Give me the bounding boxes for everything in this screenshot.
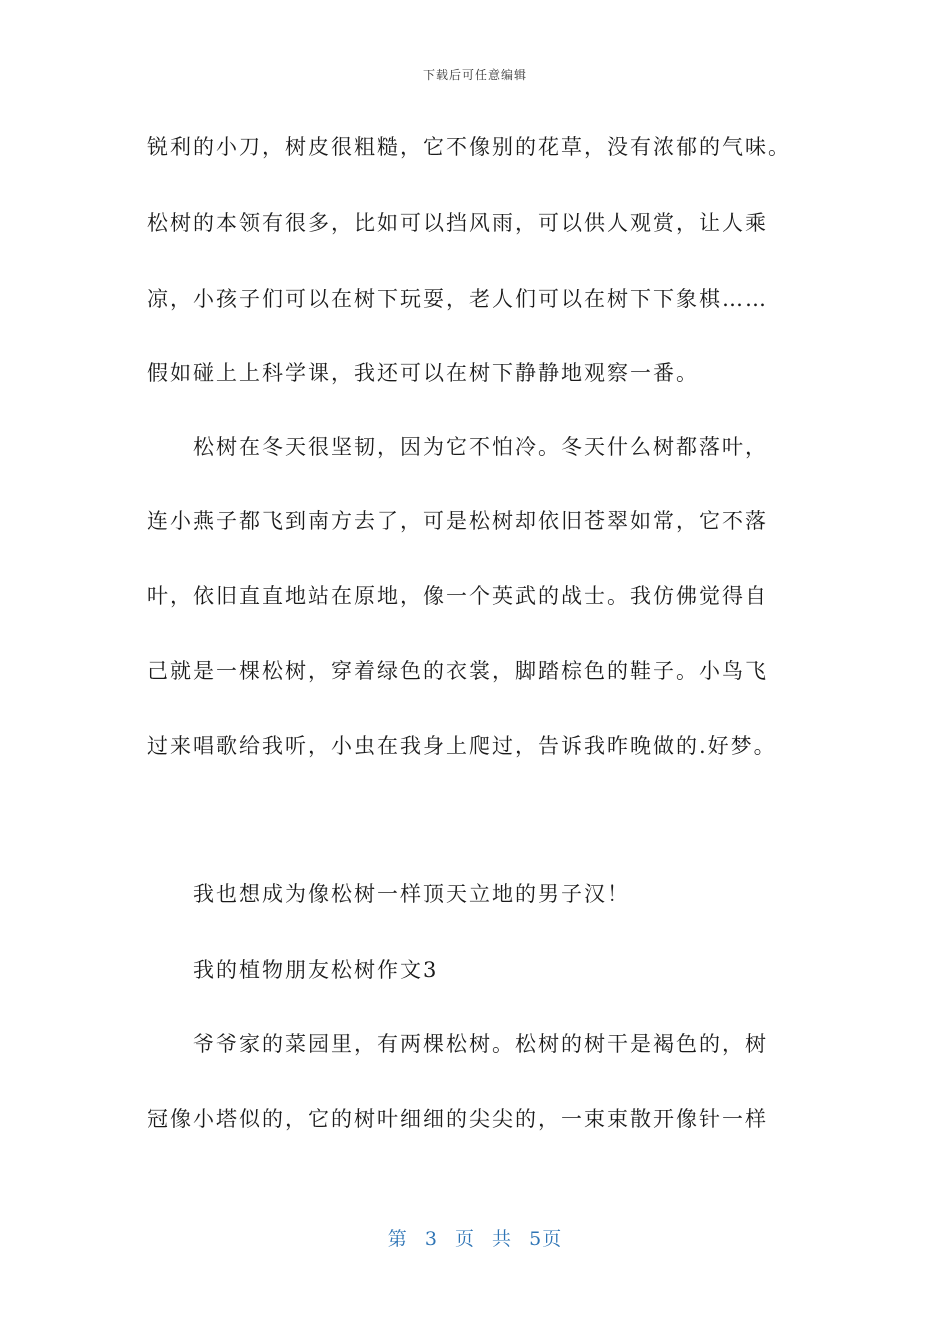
body-line-7: 叶，依旧直直地站在原地，像一个英武的战士。我仿佛觉得自 — [147, 584, 768, 608]
body-line-1: 锐利的小刀，树皮很粗糙，它不像别的花草，没有浓郁的气味。 — [147, 135, 791, 159]
body-line-10: 我也想成为像松树一样顶天立地的男子汉！ — [193, 882, 630, 906]
footer-page-number: 3 — [424, 1228, 438, 1250]
footer-page-label: 页 — [454, 1228, 475, 1250]
page-footer — [0, 1224, 950, 1251]
body-line-4: 假如碰上上科学课，我还可以在树下静静地观察一番。 — [147, 361, 699, 385]
footer-prefix: 第 — [387, 1228, 408, 1250]
body-line-12: 爷爷家的菜园里，有两棵松树。松树的树干是褐色的，树 — [193, 1032, 768, 1056]
body-line-2: 松树的本领有很多，比如可以挡风雨，可以供人观赏，让人乘 — [147, 211, 768, 235]
body-line-5: 松树在冬天很坚韧，因为它不怕冷。冬天什么树都落叶， — [193, 435, 768, 459]
body-line-8: 己就是一棵松树，穿着绿色的衣裳，脚踏棕色的鞋子。小鸟飞 — [147, 659, 768, 683]
footer-total-label: 共 — [492, 1228, 513, 1250]
page-header: 下载后可任意编辑 — [422, 68, 527, 82]
body-line-13: 冠像小塔似的，它的树叶细细的尖尖的，一束束散开像针一样 — [147, 1107, 768, 1131]
footer-total-pages: 5页 — [529, 1228, 563, 1250]
essay-title-3: 我的植物朋友松树作文3 — [193, 958, 439, 982]
body-line-6: 连小燕子都飞到南方去了，可是松树却依旧苍翠如常，它不落 — [147, 509, 768, 533]
body-line-3: 凉，小孩子们可以在树下玩耍，老人们可以在树下下象棋…… — [147, 287, 768, 311]
body-line-9: 过来唱歌给我听，小虫在我身上爬过，告诉我昨晚做的.好梦。 — [147, 734, 777, 758]
